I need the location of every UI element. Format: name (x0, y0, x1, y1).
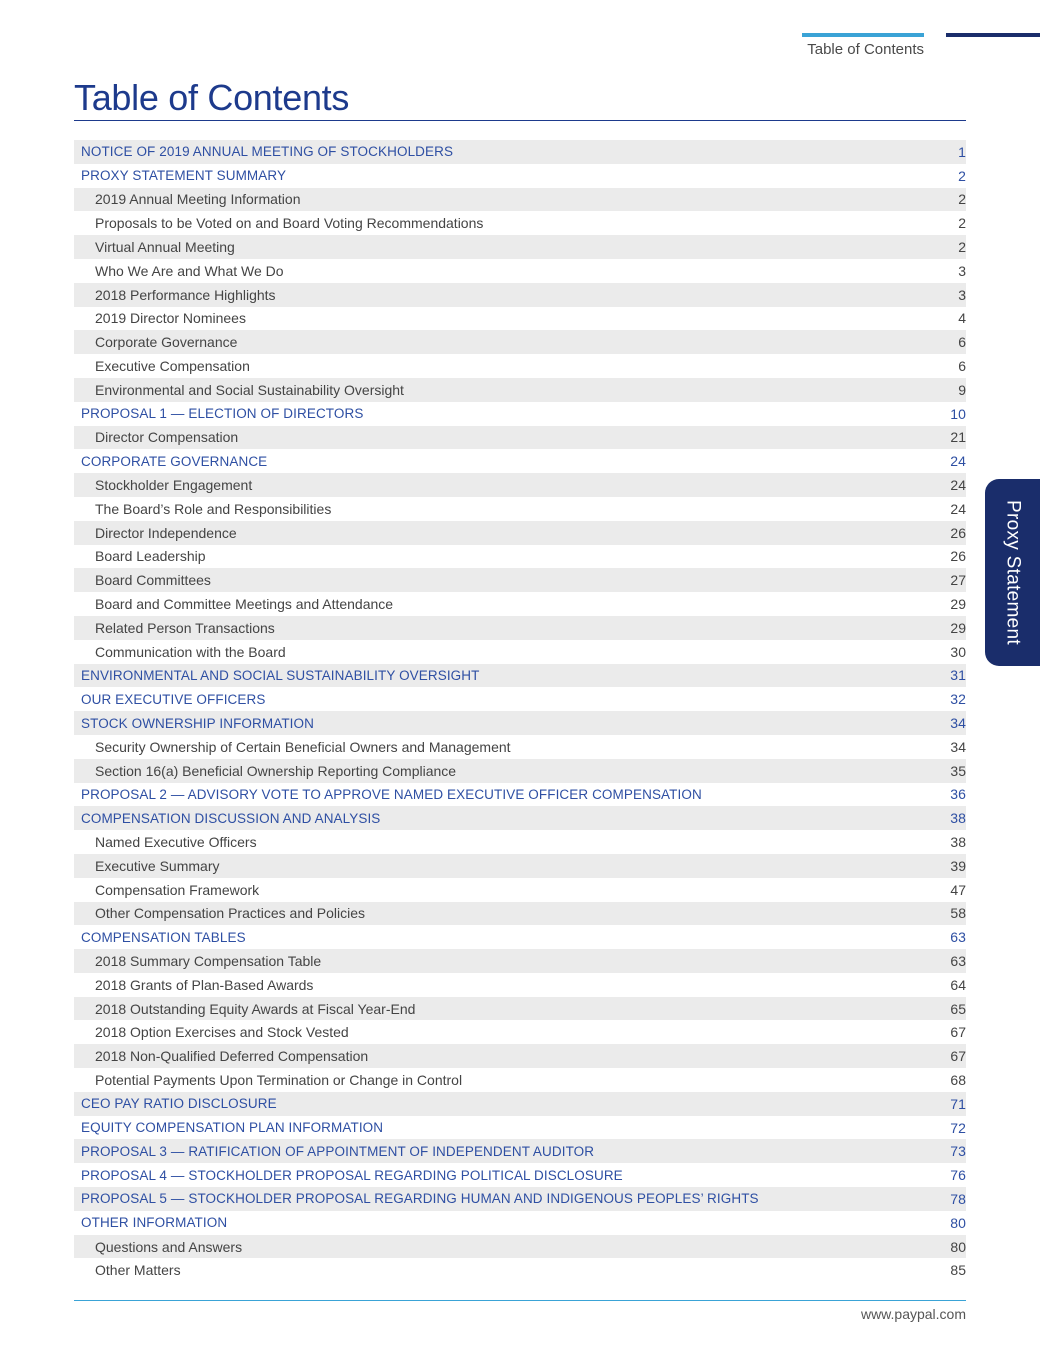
footer-url[interactable]: www.paypal.com (860, 1306, 966, 1322)
toc-page-number[interactable]: 10 (950, 405, 966, 422)
toc-subsection-row[interactable] (74, 283, 966, 307)
toc-page-number[interactable]: 65 (950, 1000, 966, 1017)
toc-page-number[interactable]: 71 (950, 1095, 966, 1112)
toc-entry-label[interactable]: OTHER INFORMATION (81, 1215, 228, 1231)
toc-entry-label[interactable]: 2018 Outstanding Equity Awards at Fiscal Year-End (95, 1000, 416, 1017)
toc-subsection-row[interactable] (74, 426, 966, 450)
toc-page-number[interactable]: 80 (950, 1238, 966, 1255)
toc-subsection-row[interactable] (74, 759, 966, 783)
toc-entry-label[interactable]: Section 16(a) Beneficial Ownership Reporting Compliance (95, 762, 457, 779)
toc-subsection-row[interactable] (74, 259, 966, 283)
toc-entry-label[interactable]: Stockholder Engagement (95, 477, 253, 494)
toc-page-number[interactable]: 63 (950, 929, 966, 946)
toc-entry-label[interactable]: 2018 Summary Compensation Table (95, 952, 322, 969)
toc-entry-label[interactable]: Environmental and Social Sustainability Oversight (95, 381, 404, 398)
toc-entry-label[interactable]: 2018 Grants of Plan-Based Awards (95, 976, 314, 993)
toc-entry-label[interactable]: Executive Compensation (95, 358, 250, 375)
toc-entry-label[interactable]: Communication with the Board (95, 643, 286, 660)
toc-subsection-row[interactable] (74, 354, 966, 378)
toc-subsection-row[interactable] (74, 235, 966, 259)
toc-subsection-row[interactable] (74, 830, 966, 854)
toc-page-number[interactable]: 1 (958, 143, 966, 160)
toc-subsection-row[interactable] (74, 878, 966, 902)
toc-entry-label[interactable]: Other Matters (95, 1262, 181, 1279)
toc-entry-label[interactable]: Board and Committee Meetings and Attendance (95, 596, 394, 613)
toc-section-row[interactable] (74, 664, 966, 688)
toc-page-number[interactable]: 3 (958, 286, 966, 303)
toc-subsection-row[interactable] (74, 307, 966, 331)
toc-subsection-row[interactable] (74, 997, 966, 1021)
toc-page-number[interactable]: 34 (950, 715, 966, 732)
toc-page-number[interactable]: 35 (950, 762, 966, 779)
toc-page-number[interactable]: 2 (958, 239, 966, 256)
toc-section-row[interactable] (74, 402, 966, 426)
toc-page-number[interactable]: 38 (950, 810, 966, 827)
toc-entry-label[interactable]: NOTICE OF 2019 ANNUAL MEETING OF STOCKHOLDERS (81, 144, 454, 160)
toc-page-number[interactable]: 36 (950, 786, 966, 803)
toc-subsection-row[interactable] (74, 545, 966, 569)
toc-subsection-row[interactable] (74, 949, 966, 973)
toc-section-row[interactable] (74, 140, 966, 164)
toc-section-row[interactable] (74, 711, 966, 735)
toc-entry-label[interactable]: 2019 Annual Meeting Information (95, 191, 301, 208)
toc-section-row[interactable] (74, 687, 966, 711)
toc-entry-label[interactable]: PROXY STATEMENT SUMMARY (81, 168, 287, 184)
toc-page-number[interactable]: 67 (950, 1048, 966, 1065)
toc-page-number[interactable]: 73 (950, 1143, 966, 1160)
toc-entry-label[interactable]: Security Ownership of Certain Beneficial Owners and Management (95, 738, 511, 755)
toc-page-number[interactable]: 6 (958, 334, 966, 351)
toc-entry-label[interactable]: STOCK OWNERSHIP INFORMATION (81, 715, 314, 731)
toc-subsection-row[interactable] (74, 616, 966, 640)
toc-page-number[interactable]: 24 (950, 477, 966, 494)
toc-entry-label[interactable]: Questions and Answers (95, 1238, 243, 1255)
toc-subsection-row[interactable] (74, 1020, 966, 1044)
toc-entry-label[interactable]: Named Executive Officers (95, 834, 257, 850)
toc-page-number[interactable]: 76 (950, 1167, 966, 1184)
toc-section-row[interactable] (74, 806, 966, 830)
toc-section-row[interactable] (74, 1211, 966, 1235)
toc-entry-label[interactable]: PROPOSAL 3 — RATIFICATION OF APPOINTMENT OF INDEPENDENT AUDITOR (81, 1143, 595, 1159)
toc-subsection-row[interactable] (74, 640, 966, 664)
toc-page-number[interactable]: 24 (950, 453, 966, 470)
toc-page-number[interactable]: 34 (950, 738, 966, 755)
toc-section-row[interactable] (74, 1187, 966, 1211)
toc-page-number[interactable]: 29 (950, 596, 966, 613)
toc-page-number[interactable]: 26 (950, 548, 966, 565)
side-tab-label: Proxy Statement (1002, 500, 1024, 645)
toc-page-number[interactable]: 63 (950, 952, 966, 969)
footer-divider (74, 1300, 966, 1301)
toc-subsection-row[interactable] (74, 211, 966, 235)
toc-entry-label[interactable]: CORPORATE GOVERNANCE (81, 453, 268, 469)
toc-page-number[interactable]: 80 (950, 1214, 966, 1231)
toc-page-number[interactable]: 78 (950, 1190, 966, 1207)
toc-subsection-row[interactable] (74, 330, 966, 354)
running-head[interactable]: Table of Contents (807, 41, 924, 58)
toc-subsection-row[interactable] (74, 1235, 966, 1259)
toc-subsection-row[interactable] (74, 592, 966, 616)
toc-subsection-row[interactable] (74, 378, 966, 402)
toc-entry-label[interactable]: PROPOSAL 4 — STOCKHOLDER PROPOSAL REGARDING POLITICAL DISCLOSURE (81, 1167, 623, 1183)
toc-entry-label[interactable]: 2018 Option Exercises and Stock Vested (95, 1024, 349, 1041)
toc-page-number[interactable]: 24 (950, 500, 966, 517)
toc-page-number[interactable]: 9 (958, 381, 966, 398)
toc-page-number[interactable]: 47 (950, 881, 966, 898)
toc-entry-label[interactable]: Who We Are and What We Do (95, 262, 284, 279)
toc-subsection-row[interactable] (74, 188, 966, 212)
toc-entry-label[interactable]: Board Leadership (95, 548, 206, 565)
toc-section-row[interactable] (74, 1092, 966, 1116)
toc-entry-label[interactable]: Corporate Governance (95, 334, 238, 351)
toc-page-number[interactable]: 32 (950, 691, 966, 708)
header-accent-bar-dark (946, 33, 1040, 37)
toc-page-number[interactable]: 39 (950, 857, 966, 874)
toc-section-row[interactable] (74, 1163, 966, 1187)
toc-entry-label[interactable]: PROPOSAL 2 — ADVISORY VOTE TO APPROVE NAMED EXECUTIVE OFFICER COMPENSATION (81, 786, 702, 802)
toc-page-number[interactable]: 2 (958, 191, 966, 208)
toc-subsection-row[interactable] (74, 568, 966, 592)
toc-subsection-row[interactable] (74, 973, 966, 997)
toc-entry-label[interactable]: COMPENSATION TABLES (81, 929, 246, 945)
toc-entry-label[interactable]: 2018 Performance Highlights (95, 286, 276, 303)
table-of-contents (74, 140, 966, 1282)
toc-subsection-row[interactable] (74, 1044, 966, 1068)
toc-subsection-row[interactable] (74, 902, 966, 926)
toc-entry-label[interactable]: 2019 Director Nominees (95, 310, 246, 327)
toc-entry-label[interactable]: Other Compensation Practices and Policies (95, 905, 366, 922)
toc-section-row[interactable] (74, 783, 966, 807)
toc-section-row[interactable] (74, 1139, 966, 1163)
toc-entry-label[interactable]: Related Person Transactions (95, 619, 275, 636)
toc-entry-label[interactable]: Virtual Annual Meeting (95, 239, 235, 256)
toc-entry-label[interactable]: Director Compensation (95, 429, 239, 446)
toc-section-row[interactable] (74, 449, 966, 473)
toc-entry-label[interactable]: Compensation Framework (95, 881, 260, 898)
toc-entry-label[interactable]: CEO PAY RATIO DISCLOSURE (81, 1096, 277, 1112)
toc-section-row[interactable] (74, 925, 966, 949)
toc-entry-label[interactable]: The Board’s Role and Responsibilities (95, 500, 332, 517)
toc-entry-label[interactable]: COMPENSATION DISCUSSION AND ANALYSIS (81, 810, 381, 826)
toc-page-number[interactable]: 27 (950, 572, 966, 589)
toc-entry-label[interactable]: Proposals to be Voted on and Board Voting Recommendations (95, 215, 484, 232)
toc-page-number[interactable]: 2 (958, 167, 966, 184)
toc-page-number[interactable]: 29 (950, 619, 966, 636)
toc-page-number[interactable]: 67 (950, 1024, 966, 1041)
toc-entry-label[interactable]: Executive Summary (95, 857, 220, 874)
toc-entry-label[interactable]: Potential Payments Upon Termination or Change in Control (95, 1071, 463, 1088)
toc-page-number[interactable]: 58 (950, 905, 966, 922)
toc-page-number[interactable]: 68 (950, 1071, 966, 1088)
toc-page-number[interactable]: 6 (958, 358, 966, 375)
toc-subsection-row[interactable] (74, 497, 966, 521)
toc-subsection-row[interactable] (74, 1068, 966, 1092)
toc-page-number[interactable]: 64 (950, 976, 966, 993)
toc-page-number[interactable]: 26 (950, 524, 966, 541)
toc-page-number[interactable]: 30 (950, 643, 966, 660)
header-accent-bar-light (802, 33, 924, 37)
toc-entry-label[interactable]: Director Independence (95, 524, 237, 541)
title-divider (74, 120, 966, 121)
toc-subsection-row[interactable] (74, 854, 966, 878)
toc-entry-label[interactable]: OUR EXECUTIVE OFFICERS (81, 691, 266, 707)
toc-entry-label[interactable]: ENVIRONMENTAL AND SOCIAL SUSTAINABILITY OVERSIGHT (81, 667, 480, 683)
toc-page-number[interactable]: 2 (958, 215, 966, 232)
toc-entry-label[interactable]: Board Committees (95, 572, 211, 589)
toc-subsection-row[interactable] (74, 521, 966, 545)
toc-page-number[interactable]: 38 (950, 834, 966, 850)
toc-section-row[interactable] (74, 164, 966, 188)
toc-page-number[interactable]: 85 (950, 1262, 966, 1279)
toc-subsection-row[interactable] (74, 735, 966, 759)
toc-entry-label[interactable]: PROPOSAL 1 — ELECTION OF DIRECTORS (81, 406, 364, 422)
toc-subsection-row[interactable] (74, 473, 966, 497)
toc-entry-label[interactable]: EQUITY COMPENSATION PLAN INFORMATION (81, 1120, 384, 1136)
toc-page-number[interactable]: 3 (958, 262, 966, 279)
page-title: Table of Contents (74, 77, 350, 118)
toc-section-row[interactable] (74, 1116, 966, 1140)
side-tab-proxy-statement[interactable] (985, 479, 1040, 666)
toc-subsection-row[interactable] (74, 1258, 966, 1282)
toc-entry-label[interactable]: 2018 Non-Qualified Deferred Compensation (95, 1048, 369, 1065)
toc-page-number[interactable]: 31 (950, 667, 966, 684)
toc-entry-label[interactable]: PROPOSAL 5 — STOCKHOLDER PROPOSAL REGARDING HUMAN AND INDIGENOUS PEOPLES’ RIGHTS (81, 1191, 759, 1207)
toc-page-number[interactable]: 21 (950, 429, 966, 446)
toc-page-number[interactable]: 72 (950, 1119, 966, 1136)
toc-page-number[interactable]: 4 (958, 310, 966, 327)
